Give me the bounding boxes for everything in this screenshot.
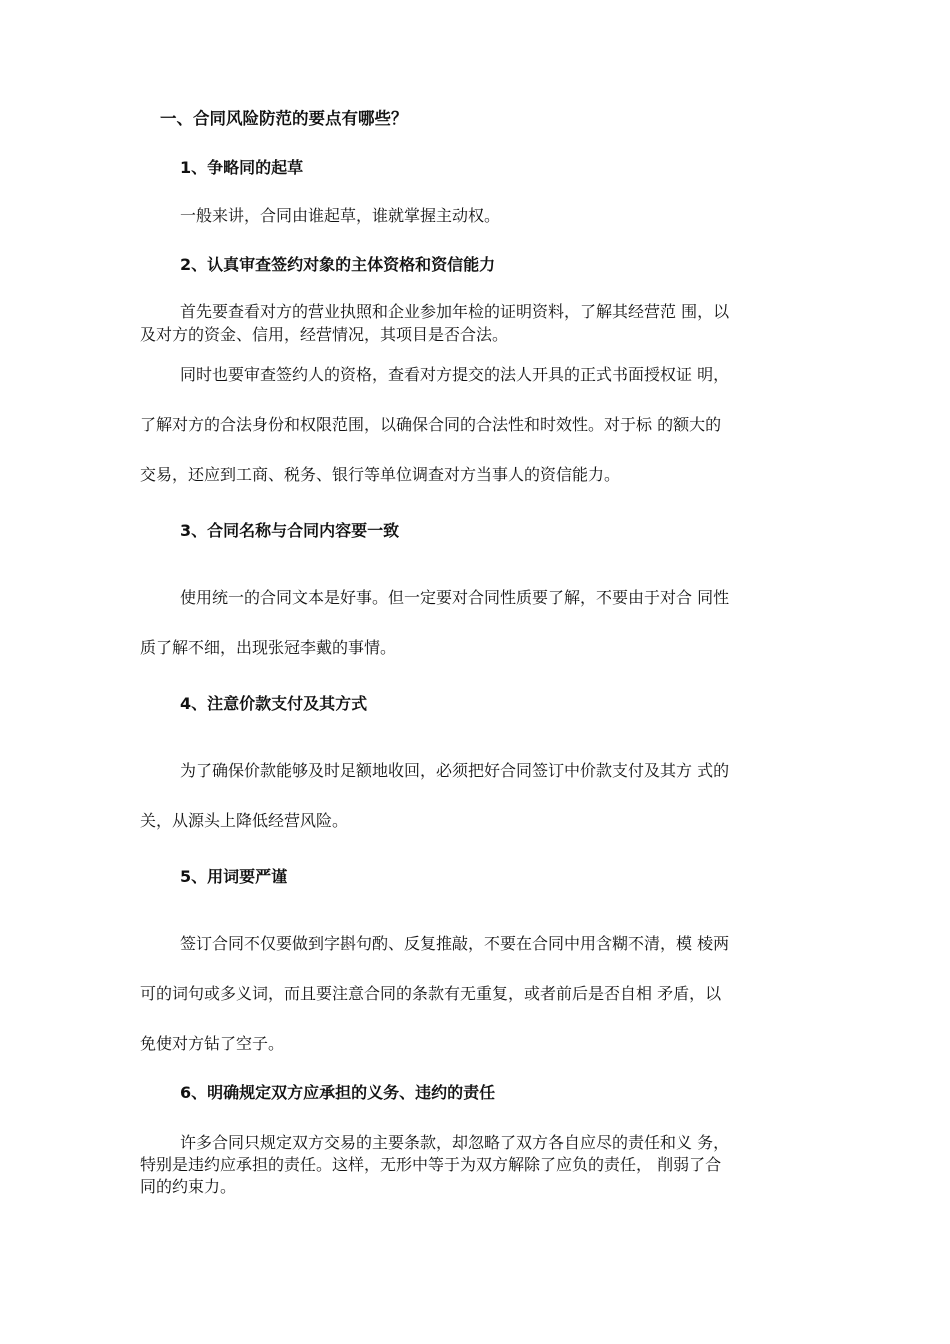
section-5-line-2: 可的词句或多义词，而且要注意合同的条款有无重复，或者前后是否自相 矛盾，以	[140, 984, 722, 1003]
section-6-line-3: 同的约束力。	[140, 1177, 237, 1196]
section-6-line-1: 许多合同只规定双方交易的主要条款，却忽略了双方各自应尽的责任和义 务，	[180, 1133, 730, 1152]
section-3-line-2: 质了解不细，出现张冠李戴的事情。	[140, 638, 397, 657]
section-1-heading: 1、争略同的起草	[180, 158, 304, 177]
section-4-line-2: 关，从源头上降低经营风险。	[140, 811, 349, 830]
section-2-line-1: 首先要查看对方的营业执照和企业参加年检的证明资料，了解其经营范 围，以	[180, 302, 730, 321]
section-2-line-4: 了解对方的合法身份和权限范围，以确保合同的合法性和时效性。对于标 的额大的	[140, 415, 722, 434]
section-6-heading: 6、明确规定双方应承担的义务、违约的责任	[180, 1083, 496, 1102]
section-2-line-3: 同时也要审查签约人的资格，查看对方提交的法人开具的正式书面授权证 明，	[180, 365, 730, 384]
section-3-heading: 3、合同名称与合同内容要一致	[180, 521, 400, 540]
section-5-line-1: 签订合同不仅要做到字斟句酌、反复推敲，不要在合同中用含糊不清，模 棱两	[180, 934, 730, 953]
section-2-line-2: 及对方的资金、信用，经营情况，其项目是否合法。	[140, 325, 509, 344]
section-1-line-1: 一般来讲，合同由谁起草，谁就掌握主动权。	[180, 206, 501, 225]
section-4-line-1: 为了确保价款能够及时足额地收回，必须把好合同签订中价款支付及其方 式的	[180, 761, 730, 780]
section-3-line-1: 使用统一的合同文本是好事。但一定要对合同性质要了解，不要由于对合 同性	[180, 588, 730, 607]
section-2-heading: 2、认真审查签约对象的主体资格和资信能力	[180, 255, 496, 274]
section-5-heading: 5、用词要严谨	[180, 867, 288, 886]
section-4-heading: 4、注意价款支付及其方式	[180, 694, 368, 713]
document-title: 一、合同风险防范的要点有哪些？	[160, 109, 408, 128]
section-5-line-3: 免使对方钻了空子。	[140, 1034, 285, 1053]
section-6-line-2: 特别是违约应承担的责任。这样，无形中等于为双方解除了应负的责任， 削弱了合	[140, 1155, 722, 1174]
section-2-line-5: 交易，还应到工商、税务、银行等单位调查对方当事人的资信能力。	[140, 465, 621, 484]
